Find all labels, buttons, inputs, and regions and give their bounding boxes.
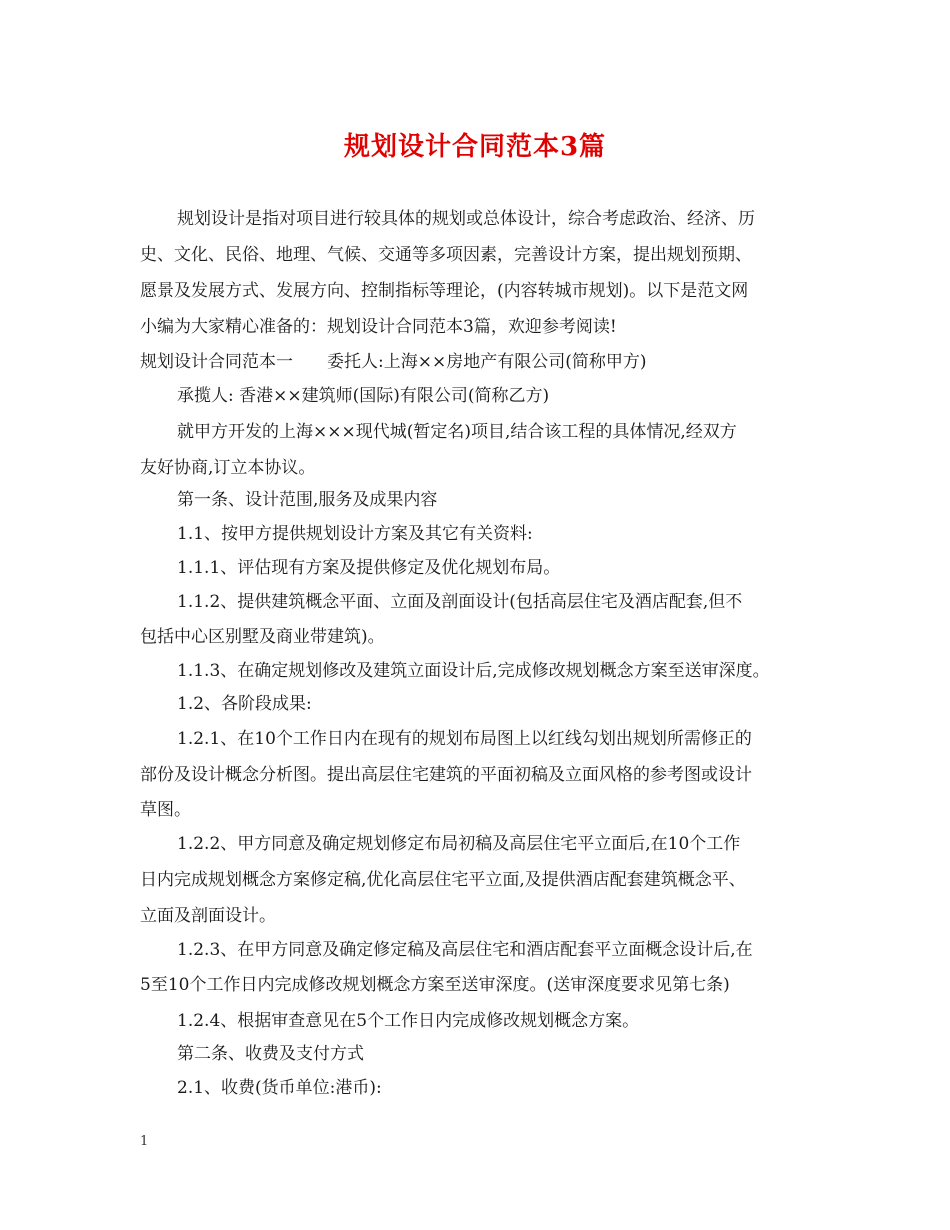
paragraph-line: 2.1、收费(货币单位:港币): (177, 1078, 382, 1098)
paragraph-line: 立面及剖面设计。 (140, 906, 276, 926)
paragraph-line: 5至10个工作日内完成修改规划概念方案至送审深度。(送审深度要求见第七条) (140, 975, 730, 995)
paragraph-line: 1.2.4、根据审查意见在5个工作日内完成修改规划概念方案。 (177, 1011, 640, 1031)
paragraph-line: 愿景及发展方式、发展方向、控制指标等理论，(内容转城市规划)。以下是范文网 (140, 281, 749, 301)
paragraph-line: 部份及设计概念分析图。提出高层住宅建筑的平面初稿及立面风格的参考图或设计 (140, 765, 752, 785)
paragraph-line: 规划设计是指对项目进行较具体的规划或总体设计，综合考虑政治、经济、历 (177, 209, 755, 229)
paragraph-line: 日内完成规划概念方案修定稿,优化高层住宅平立面,及提供酒店配套建筑概念平、 (140, 870, 746, 890)
section-heading: 第二条、收费及支付方式 (177, 1044, 364, 1064)
paragraph-line: 包括中心区别墅及商业带建筑)。 (140, 627, 385, 647)
paragraph-line: 史、文化、民俗、地理、气候、交通等多项因素，完善设计方案，提出规划预期、 (140, 245, 752, 265)
paragraph-line: 承揽人: 香港××建筑师(国际)有限公司(简称乙方) (177, 386, 550, 406)
document-title: 规划设计合同范本3篇 (343, 132, 607, 162)
paragraph-line: 1.2.1、在10个工作日内在现有的规划布局图上以红线勾划出规划所需修正的 (177, 729, 752, 749)
paragraph-line: 1.2.3、在甲方同意及确定修定稿及高层住宅和酒店配套平立面概念设计后,在 (177, 940, 753, 960)
paragraph-line: 就甲方开发的上海×××现代城(暂定名)项目,结合该工程的具体情况,经双方 (177, 422, 737, 442)
page-number: 1 (140, 1134, 149, 1149)
paragraph-line: 1.1.3、在确定规划修改及建筑立面设计后,完成修改规划概念方案至送审深度。 (177, 661, 770, 681)
section-heading: 第一条、设计范围,服务及成果内容 (177, 490, 438, 510)
paragraph-line: 小编为大家精心准备的：规划设计合同范本3篇，欢迎参考阅读! (140, 317, 617, 337)
paragraph-line: 1.2、各阶段成果: (177, 694, 312, 714)
paragraph-line: 1.2.2、甲方同意及确定规划修定布局初稿及高层住宅平立面后,在10个工作 (177, 834, 741, 854)
paragraph-line: 规划设计合同范本一 委托人:上海××房地产有限公司(简称甲方) (140, 352, 647, 372)
paragraph-line: 1.1、按甲方提供规划设计方案及其它有关资料: (177, 524, 533, 544)
paragraph-line: 1.1.1、评估现有方案及提供修定及优化规划布局。 (177, 558, 561, 578)
paragraph-line: 草图。 (140, 800, 191, 820)
paragraph-line: 1.1.2、提供建筑概念平面、立面及剖面设计(包括高层住宅及酒店配套,但不 (177, 592, 743, 612)
paragraph-line: 友好协商,订立本协议。 (140, 458, 316, 478)
